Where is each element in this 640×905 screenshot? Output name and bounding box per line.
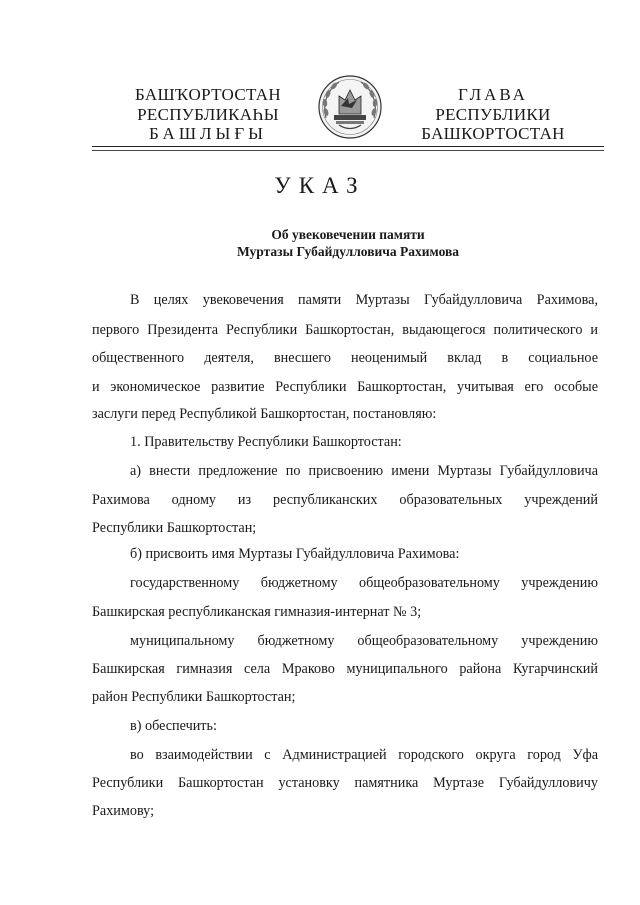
body-line: б) присвоить имя Муртазы Губайдулловича Рахимова: (130, 546, 460, 562)
body-line: и экономическое развитие Республики Башкортостан, учитывая его особые (92, 379, 598, 395)
body-line: Республики Башкортостан установку памятника Муртазе Губайдулловичу (92, 775, 598, 791)
header-right-line: БАШКОРТОСТАН (421, 124, 565, 143)
body-line: 1. Правительству Республики Башкортостан: (130, 434, 402, 450)
document-subject (0, 226, 640, 260)
body-line: государственному бюджетному общеобразовательному учреждению (130, 575, 598, 591)
body-line: Башкирская республиканская гимназия-интернат № 3; (92, 604, 422, 620)
body-line: В целях увековечения памяти Муртазы Губайдулловича Рахимова, (130, 292, 598, 308)
bashkortostan-coat-of-arms-icon (317, 74, 383, 140)
body-line: Рахимову; (92, 803, 155, 819)
header-right-line: ГЛАВА (458, 85, 528, 104)
subject-line: Муртазы Губайдулловича Рахимова (236, 244, 460, 259)
body-line: Башкирская гимназия села Мраково муниципального района Кугарчинский (92, 661, 598, 677)
document-type-title: УКАЗ (274, 173, 366, 198)
body-line: во взаимодействии с Администрацией городского округа город Уфа (130, 747, 598, 763)
header-bashkir-title (108, 85, 308, 144)
header-divider (92, 150, 604, 151)
body-line: Рахимова одному из республиканских образовательных учреждений (92, 492, 598, 508)
header-left-line: БАШЛЫҒЫ (149, 124, 267, 143)
body-line: район Республики Башкортостан; (92, 689, 296, 705)
header-left-line: БАШҠОРТОСТАН (135, 85, 281, 104)
body-line: первого Президента Республики Башкортостан, выдающегося политического и (92, 322, 598, 338)
header-left-line: РЕСПУБЛИКАҺЫ (137, 104, 279, 124)
header-right-line: РЕСПУБЛИКИ (435, 104, 551, 124)
body-line: в) обеспечить: (130, 718, 217, 734)
body-line: Республики Башкортостан; (92, 520, 257, 536)
subject-line: Об увековечении памяти (271, 227, 425, 242)
header-russian-title (398, 85, 588, 144)
body-line: муниципальному бюджетному общеобразовательному учреждению (130, 633, 598, 649)
body-line: общественного деятеля, внесшего неоценимый вклад в социальное (92, 350, 598, 366)
header-divider (92, 146, 604, 147)
body-line: заслуги перед Республикой Башкортостан, постановляю: (92, 406, 437, 422)
body-line: а) внести предложение по присвоению имени Муртазы Губайдулловича (130, 463, 598, 479)
